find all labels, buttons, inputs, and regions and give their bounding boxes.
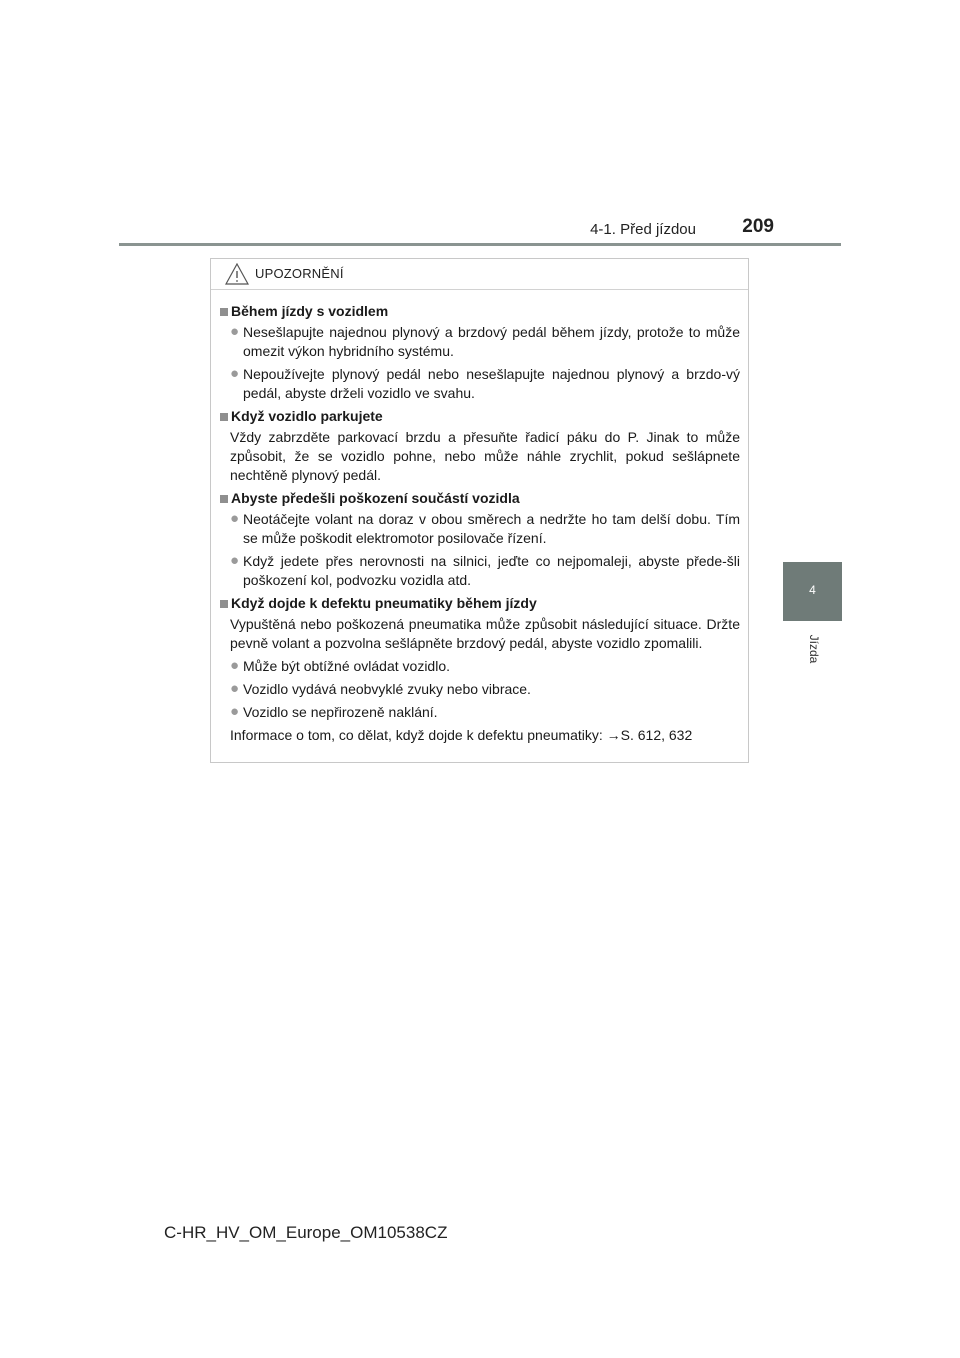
circle-bullet-icon: ● [230, 365, 240, 382]
section-heading: Když dojde k defektu pneumatiky během jízdy [219, 594, 740, 613]
circle-bullet-icon: ● [230, 657, 240, 674]
section-paragraph: Vždy zabrzděte parkovací brzdu a přesuňte řadicí páku do P. Jinak to může způsobit, že se vozidlo pohne, nebo může náhle zrychlit, pokud sešlápnete nechtěně plynový pedál. [230, 429, 740, 483]
square-bullet-icon [220, 600, 228, 608]
circle-bullet-icon: ● [230, 552, 240, 569]
warning-section [219, 489, 740, 590]
circle-bullet-icon: ● [230, 323, 240, 340]
document-code: C-HR_HV_OM_Europe_OM10538CZ [164, 1223, 448, 1242]
square-bullet-icon [220, 413, 228, 421]
chapter-tab-label-wrap [806, 630, 820, 670]
chapter-tab[interactable] [783, 562, 842, 621]
circle-bullet-icon: ● [230, 680, 240, 697]
page-header [0, 0, 960, 250]
cross-reference: Informace o tom, co dělat, když dojde k defektu pneumatiky: →S. 612, 632 [230, 727, 693, 743]
chapter-tab-number: 4 [809, 583, 816, 597]
list-item: ● Když jedete přes nerovnosti na silnici, jeďte co nejpomaleji, abyste přede-šli poškození kol, podvozku vozidla atd. [230, 552, 740, 588]
section-paragraph: Vypuštěná nebo poškozená pneumatika může způsobit následující situace. Držte pevně volant a pozvolna sešlápněte brzdový pedál, abyste vozidlo zpomalili. [230, 616, 740, 651]
square-bullet-icon [220, 308, 228, 316]
list-item: ● Vozidlo vydává neobvyklé zvuky nebo vibrace. [230, 680, 531, 697]
section-title: 4-1. Před jízdou [590, 221, 696, 238]
warning-section [219, 594, 740, 745]
list-item: ● Neotáčejte volant na doraz v obou směrech a nedržte ho tam delší dobu. Tím se může poškodit elektromotor posilovače řízení. [230, 510, 740, 546]
list-item: ● Vozidlo se nepřirozeně naklání. [230, 703, 438, 720]
warning-section [219, 302, 740, 403]
section-heading: Během jízdy s vozidlem [219, 302, 740, 321]
section-heading: Když vozidlo parkujete [219, 407, 740, 426]
square-bullet-icon [220, 495, 228, 503]
warning-triangle-icon [225, 263, 249, 285]
warning-box [210, 258, 749, 763]
list-item: ● Nepoužívejte plynový pedál nebo nesešlapujte najednou plynový a brzdo-vý pedál, abyste drželi vozidlo ve svahu. [230, 365, 740, 401]
warning-label: UPOZORNĚNÍ [255, 266, 344, 281]
list-item: ● Může být obtížné ovládat vozidlo. [230, 657, 451, 674]
warning-body [211, 290, 748, 745]
chapter-tab-label: Jízda [807, 634, 821, 664]
list-item: ● Nesešlapujte najednou plynový a brzdový pedál během jízdy, protože to může omezit výkon hybridního systému. [230, 323, 740, 359]
section-heading: Abyste předešli poškození součástí vozidla [219, 489, 740, 508]
circle-bullet-icon: ● [230, 703, 240, 720]
circle-bullet-icon: ● [230, 510, 240, 527]
header-rule [119, 243, 841, 246]
page-number: 209 [742, 216, 774, 237]
warning-header [211, 259, 748, 290]
warning-section [219, 407, 740, 485]
